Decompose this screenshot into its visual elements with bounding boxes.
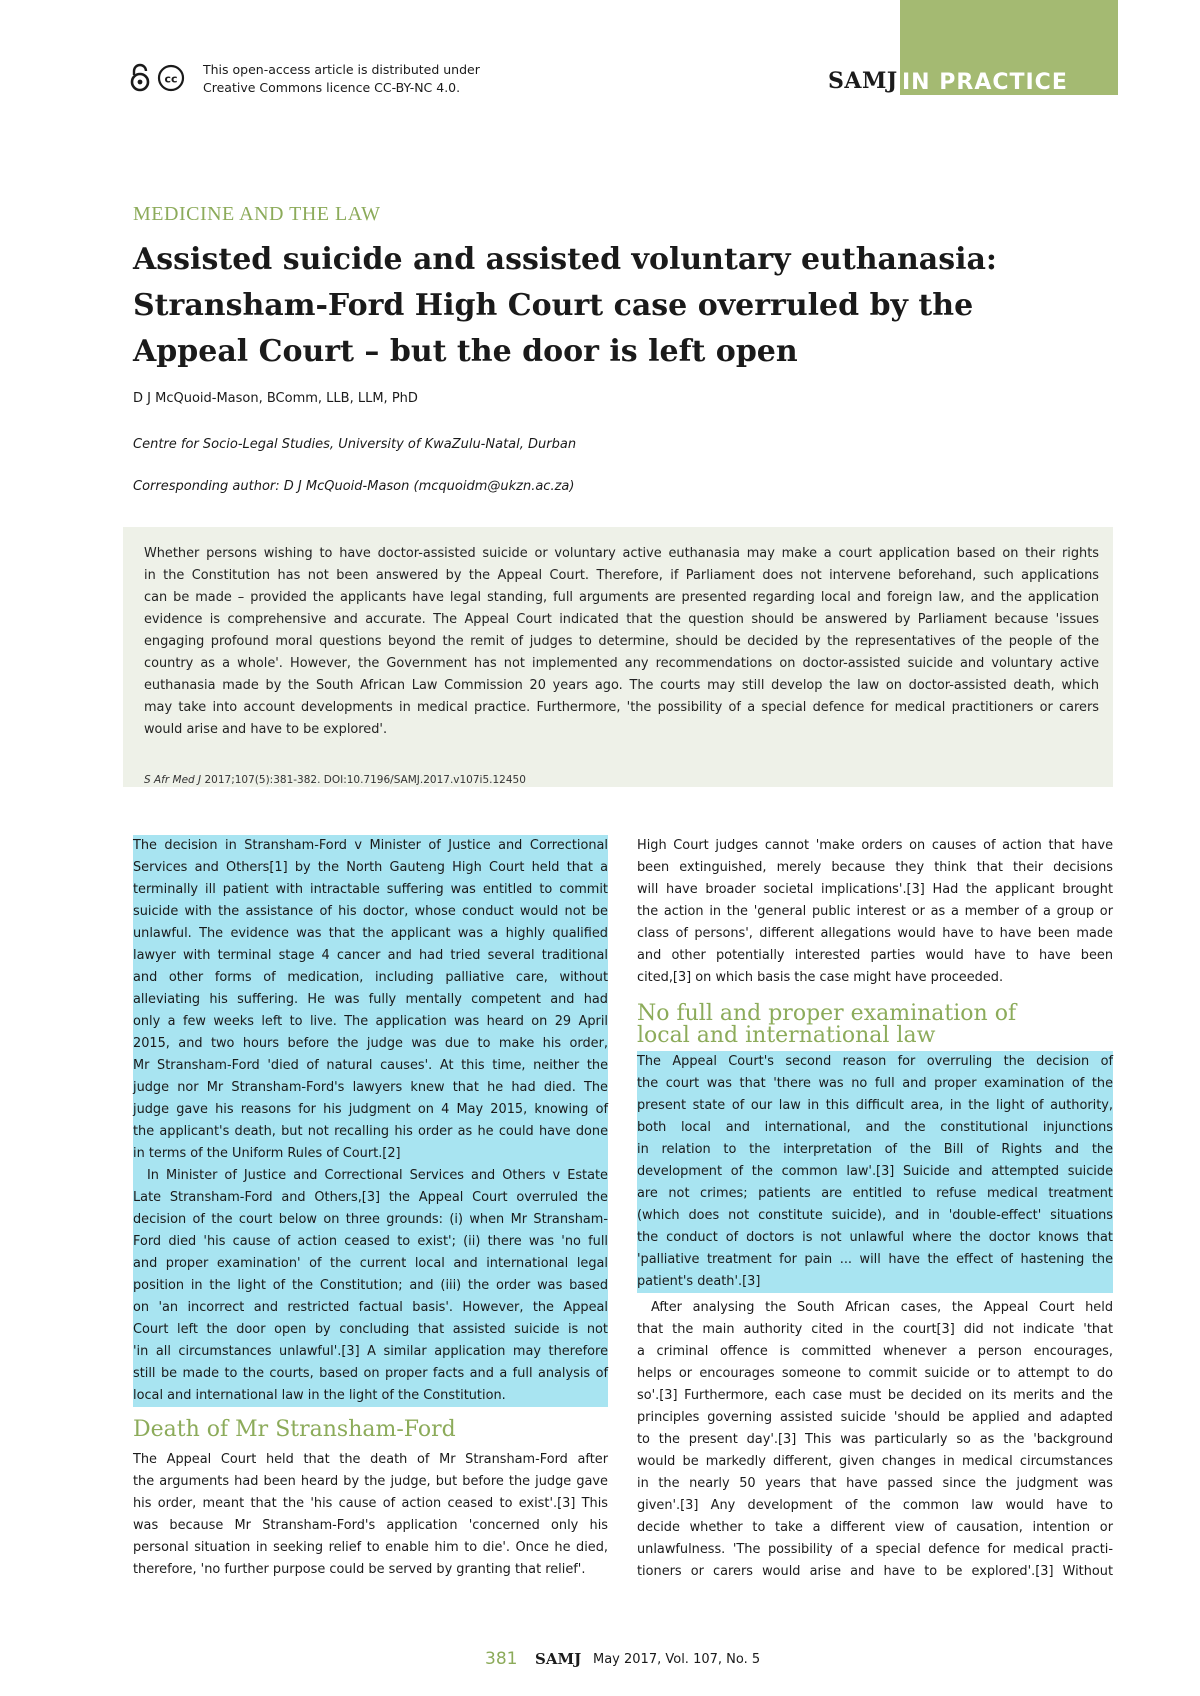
paragraph	[637, 1297, 1113, 1583]
text-line: so'.[3] Furthermore, each case must be decided on its merits and the	[637, 1388, 1113, 1403]
creative-commons-icon	[159, 66, 183, 90]
text-line: alleviating his suffering. He was fully mentally competent and had	[133, 989, 608, 1011]
paragraph	[133, 835, 608, 1165]
text-line: In Minister of Justice and Correctional Services and Others v Estate	[133, 1165, 608, 1187]
text-line: lawyer with terminal stage 4 cancer and had tried several traditional	[133, 945, 608, 967]
heading-line: No full and proper examination of	[637, 1001, 1017, 1026]
text-line: and proper examination' of the current local and international legal	[133, 1253, 608, 1275]
title-line: Assisted suicide and assisted voluntary euthanasia:	[133, 242, 998, 277]
text-line: his order, meant that the 'his cause of action ceased to exist'.[3] This	[133, 1496, 608, 1511]
abstract-line: would arise and have to be explored'.	[144, 722, 388, 737]
text-line: a criminal offence is committed whenever a person encourages,	[637, 1344, 1113, 1359]
text-line: High Court judges cannot 'make orders on causes of action that have	[637, 838, 1113, 853]
text-line: both local and international, and the constitutional injunctions	[637, 1117, 1113, 1139]
heading-line: local and international law	[637, 1023, 936, 1048]
affiliation: Centre for Socio-Legal Studies, University of KwaZulu-Natal, Durban	[133, 437, 577, 452]
text-line: the arguments had been heard by the judge, but before the judge gave	[133, 1474, 608, 1489]
text-line: The Appeal Court's second reason for overruling the decision of	[637, 1051, 1113, 1073]
text-line: will have broader societal implications'.[3] Had the applicant brought	[637, 882, 1113, 897]
footer-issue: May 2017, Vol. 107, No. 5	[593, 1652, 761, 1667]
section-kicker: MEDICINE AND THE LAW	[133, 203, 381, 225]
licence-line: This open-access article is distributed under	[203, 62, 480, 77]
text-line: was because Mr Stransham-Ford's application 'concerned only his	[133, 1518, 608, 1533]
body-column-right	[637, 835, 1113, 1583]
text-line: and other forms of medication, including palliative care, without	[133, 967, 608, 989]
text-line: (which does not constitute suicide), and in 'double-effect' situations	[637, 1205, 1113, 1227]
text-line: still be made to the courts, based on proper facts and a full analysis of	[133, 1363, 608, 1385]
text-line: position in the light of the Constitution; and (iii) the order was based	[133, 1275, 608, 1297]
text-line: cited,[3] on which basis the case might have proceeded.	[637, 970, 1004, 985]
text-line: 'in all circumstances unlawful'.[3] A similar application may therefore	[133, 1341, 608, 1363]
text-line: in relation to the interpretation of the Bill of Rights and the	[637, 1139, 1113, 1161]
text-line: Ford died 'his cause of action ceased to exist'; (ii) there was 'no full	[133, 1231, 608, 1253]
text-line: Mr Stransham-Ford 'died of natural causes'. At this time, neither the	[133, 1055, 608, 1077]
text-line: Court left the door open by concluding that assisted suicide is not	[133, 1319, 608, 1341]
text-line: After analysing the South African cases, the Appeal Court held	[651, 1300, 1113, 1315]
paragraph	[637, 835, 1113, 989]
text-line: tioners or carers would arise and have to be explored'.[3] Without	[637, 1564, 1113, 1579]
text-line: and other potentially interested parties would have to have been	[637, 948, 1113, 963]
abstract-line: engaging profound moral questions beyond the remit of judges to determine, should be decided by the representatives of the people of the	[144, 634, 1099, 649]
authors: D J McQuoid-Mason, BComm, LLB, LLM, PhD	[133, 391, 418, 406]
text-line: that the main authority cited in the court[3] did not indicate 'that	[637, 1322, 1113, 1337]
text-line: decision of the court below on three grounds: (i) when Mr Stransham-	[133, 1209, 608, 1231]
abstract-line: Whether persons wishing to have doctor-assisted suicide or voluntary active euthanasia may make a court application based on their rights	[144, 546, 1099, 561]
text-line: judge nor Mr Stransham-Ford's lawyers knew that he had died. The	[133, 1077, 608, 1099]
section-heading: Death of Mr Stransham-Ford	[133, 1417, 456, 1442]
text-line: judge gave his reasons for his judgment on 4 May 2015, knowing of	[133, 1099, 608, 1121]
abstract-line: evidence is comprehensive and accurate. The Appeal Court indicated that the question should be answered by Parliament because 'issues	[144, 612, 1099, 627]
citation	[144, 774, 526, 786]
abstract-line: may take into account developments in medical practice. Furthermore, 'the possibility of a special defence for medical practitioners or carers	[144, 700, 1099, 715]
text-line: development of the common law'.[3] Suicide and attempted suicide	[637, 1161, 1113, 1183]
text-line: the conduct of doctors is not unlawful where the doctor knows that	[637, 1227, 1113, 1249]
corresponding-author: Corresponding author: D J McQuoid-Mason (mcquoidm@ukzn.ac.za)	[133, 479, 575, 494]
text-line: decide whether to take a different view of causation, intention or	[637, 1520, 1113, 1535]
text-line: personal situation in seeking relief to enable him to die'. Once he died,	[133, 1540, 608, 1555]
title-line: Stransham-Ford High Court case overruled by the	[133, 288, 974, 323]
text-line: unlawfulness. 'The possibility of a special defence for medical practi-	[637, 1542, 1113, 1557]
text-line: therefore, 'no further purpose could be served by granting that relief'.	[133, 1562, 586, 1577]
text-line: Services and Others[1] by the North Gauteng High Court held that a	[133, 857, 608, 879]
text-line: local and international law in the light of the Constitution.	[133, 1385, 608, 1407]
article-title	[133, 237, 1053, 375]
licence-icons	[128, 63, 188, 93]
abstract-line: in the Constitution has not been answered by the Appeal Court. Therefore, if Parliament does not intervene beforehand, such applications	[144, 568, 1099, 583]
text-line: 2015, and two hours before the judge was due to make his order,	[133, 1033, 608, 1055]
text-line: patient's death'.[3]	[637, 1271, 1113, 1293]
text-line: the court was that 'there was no full and proper examination of the	[637, 1073, 1113, 1095]
text-line: Late Stransham-Ford and Others,[3] the Appeal Court overruled the	[133, 1187, 608, 1209]
citation-details: 2017;107(5):381-382. DOI:10.7196/SAMJ.2017.v107i5.12450	[201, 774, 526, 786]
text-line: in terms of the Uniform Rules of Court.[2]	[133, 1143, 608, 1165]
title-line: Appeal Court – but the door is left open	[133, 334, 798, 369]
abstract-line: can be made – provided the applicants have legal standing, full arguments are presented regarding local and foreign law, and the application	[144, 590, 1099, 605]
text-line: on 'an incorrect and restricted factual basis'. However, the Appeal	[133, 1297, 608, 1319]
text-line: been extinguished, merely because they think that their decisions	[637, 860, 1113, 875]
body-column-left	[133, 835, 608, 1581]
text-line: present state of our law in this difficult area, in the light of authority,	[637, 1095, 1113, 1117]
citation-journal: S Afr Med J	[144, 774, 202, 786]
text-line: terminally ill patient with intractable suffering was entitled to commit	[133, 879, 608, 901]
text-line: the applicant's death, but not recalling his order as he could have done	[133, 1121, 608, 1143]
text-line: The decision in Stransham-Ford v Minister of Justice and Correctional	[133, 835, 608, 857]
abstract-line: country as a whole'. However, the Government has not implemented any recommendations on doctor-assisted suicide and voluntary active	[144, 656, 1099, 671]
open-access-icon	[132, 65, 148, 90]
text-line: would be markedly different, given changes in medical circumstances	[637, 1454, 1113, 1469]
text-line: unlawful. The evidence was that the applicant was a highly qualified	[133, 923, 608, 945]
footer-journal: SAMJ	[535, 1650, 582, 1668]
paragraph	[133, 1165, 608, 1407]
section-heading	[637, 1003, 1113, 1047]
abstract-line: euthanasia made by the South African Law Commission 20 years ago. The courts may still develop the law on doctor-assisted death, which	[144, 678, 1099, 693]
text-line: 'palliative treatment for pain ... will have the effect of hastening the	[637, 1249, 1113, 1271]
text-line: helps or encourages someone to commit suicide or to attempt to do	[637, 1366, 1113, 1381]
text-line: only a few weeks left to live. The application was heard on 29 April	[133, 1011, 608, 1033]
text-line: The Appeal Court held that the death of Mr Stransham-Ford after	[133, 1452, 608, 1467]
text-line: the action in the 'general public interest or as a member of a group or	[637, 904, 1113, 919]
licence-line: Creative Commons licence CC-BY-NC 4.0.	[203, 80, 461, 95]
text-line: principles governing assisted suicide 'should be applied and adapted	[637, 1410, 1113, 1425]
section-tab-label: IN PRACTICE	[902, 70, 1068, 95]
text-line: to the present day'.[3] This was particularly so as the 'background	[637, 1432, 1113, 1447]
licence-notice	[203, 61, 523, 97]
text-line: given'.[3] Any development of the common law would have to	[637, 1498, 1113, 1513]
text-line: are not crimes; patients are entitled to refuse medical treatment	[637, 1183, 1113, 1205]
paragraph	[637, 1051, 1113, 1293]
text-line: class of persons', different allegations would have to have been made	[637, 926, 1113, 941]
text-line: suicide with the assistance of his doctor, whose conduct would not be	[133, 901, 608, 923]
abstract-text	[144, 543, 1099, 741]
paragraph	[133, 1449, 608, 1581]
journal-name: SAMJ	[828, 68, 898, 94]
text-line: in the nearly 50 years that have passed since the judgment was	[637, 1476, 1113, 1491]
svg-text:cc: cc	[164, 72, 178, 86]
page-number: 381	[485, 1649, 518, 1669]
